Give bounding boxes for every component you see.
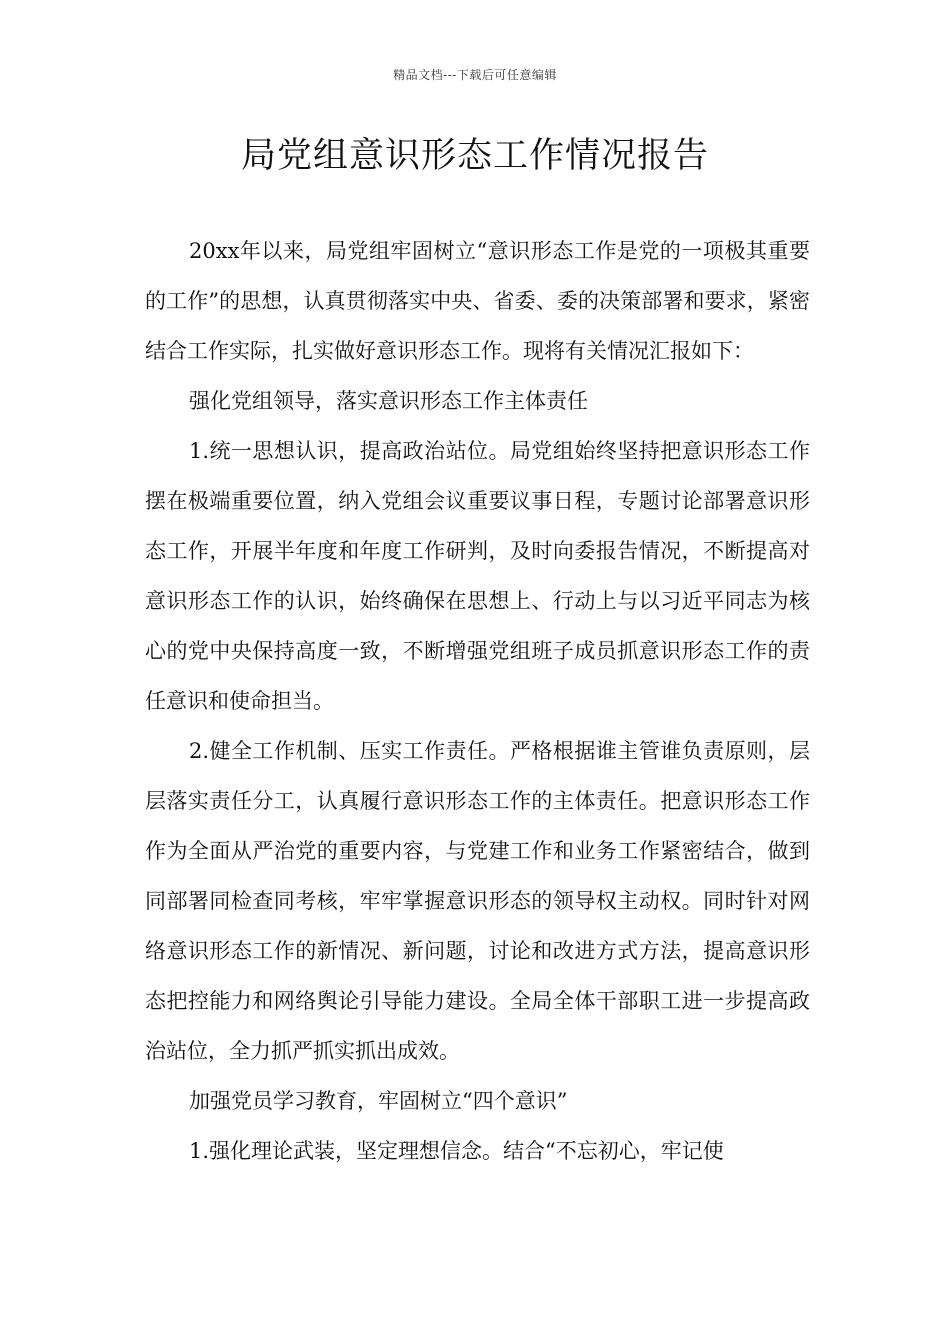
- header-note: 精品文档---下载后可任意编辑: [393, 68, 557, 82]
- paragraph-item-2-1: 1.强化理论武装，坚定理想信念。结合“不忘初心，牢记使: [189, 1139, 724, 1163]
- document-title: 局党组意识形态工作情况报告: [240, 136, 709, 176]
- document-body: [145, 226, 810, 1176]
- paragraph-intro: 20xx年以来，局党组牢固树立“意识形态工作是党的一项极其重要的工作”的思想，认真贯彻落实中央、省委、委的决策部署和要求，紧密结合工作实际，扎实做好意识形态工作。现将有关情况汇报如下：: [145, 239, 810, 363]
- paragraph-item-1-2: 2.健全工作机制、压实工作责任。严格根据谁主管谁负责原则，层层落实责任分工，认真履行意识形态工作的主体责任。把意识形态工作作为全面从严治党的重要内容，与党建工作和业务工作紧密结合，做到同部署同检查同考核，牢牢掌握意识形态的领导权主动权。同时针对网络意识形态工作的新情况、新问题，讨论和改进方式方法，提高意识形态把控能力和网络舆论引导能力建设。全局全体干部职工进一步提高政治站位，全力抓严抓实抓出成效。: [145, 739, 810, 1063]
- paragraph-item-1-1: 1.统一思想认识，提高政治站位。局党组始终坚持把意识形态工作摆在极端重要位置，纳入党组会议重要议事日程，专题讨论部署意识形态工作，开展半年度和年度工作研判，及时向委报告情况，不断提高对意识形态工作的认识，始终确保在思想上、行动上与以习近平同志为核心的党中央保持高度一致，不断增强党组班子成员抓意识形态工作的责任意识和使命担当。: [145, 439, 810, 713]
- section-heading-1: 强化党组领导，落实意识形态工作主体责任: [189, 389, 588, 413]
- section-heading-2: 加强党员学习教育，牢固树立“四个意识”: [189, 1089, 568, 1113]
